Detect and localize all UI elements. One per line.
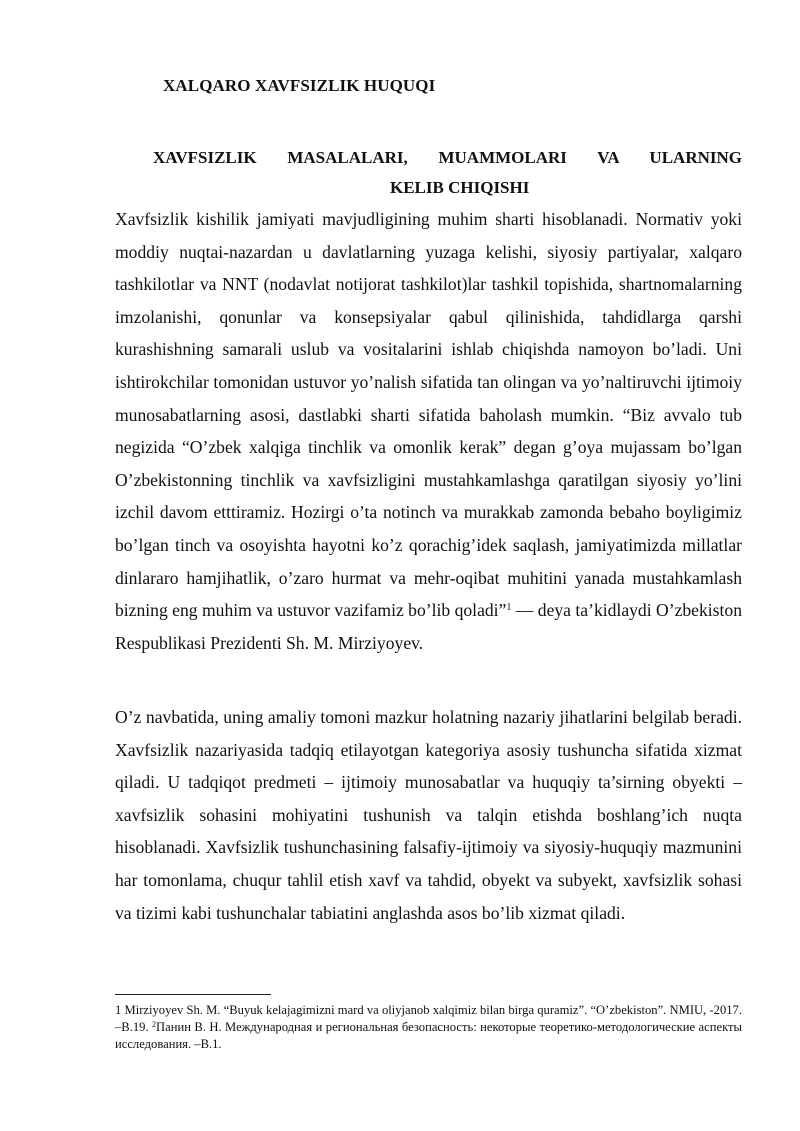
footnote-reference-1[interactable]: 1	[506, 602, 512, 614]
footnote-separator	[115, 994, 271, 995]
footnote-2: Панин В. Н. Международная и региональная безопасность: некоторые теоретико-методологические аспекты исследования. –B.1.	[115, 1020, 742, 1052]
paragraph-2: O’z navbatida, uning amaliy tomoni mazkur holatning nazariy jihatlarini belgilab beradi. Xavfsizlik nazariyasida tadqiq etilayotgan kategoriya asosiy tushuncha sifatida xizmat qiladi. U tadqiqot predmeti – ijtimoiy munosabatlar va huquqiy ta’sirning obyekti – xavfsizlik sohasini mohiyatini tushunish va talqin etishda boshlang’ich nuqta hisoblanadi. Xavfsizlik tushunchasining falsafiy-ijtimoiy va siyosiy-huquqiy mazmunini har tomonlama, chuqur tahlil etish xavf va tahdid, obyekt va subyekt, xavfsizlik sohasi va tizimi kabi tushunchalar tabiatini anglashda asos bo’lib xizmat qiladi.	[115, 707, 742, 923]
document-title: XALQARO XAVFSIZLIK HUQUQI	[163, 76, 436, 95]
footnotes	[115, 1002, 742, 1054]
footnote-2-marker: 2	[152, 1020, 157, 1030]
section-heading-line-2: KELIB CHIQISHI	[390, 178, 530, 197]
footnote-1: 1 Mirziyoyev Sh. M. “Buyuk kelajagimizni mard va oliyjanob xalqimiz bilan birga quramiz”. “O’zbekiston”. NMIU, -2017. –B.19.	[115, 1003, 742, 1035]
paragraph-1-text: Xavfsizlik kishilik jamiyati mavjudligining muhim sharti hisoblanadi. Normativ yoki moddiy nuqtai-nazardan u davlatlarning yuzaga kelishi, siyosiy partiyalar, xalqaro tashkilotlar va NNT (nodavlat notijorat tashkilot)lar tashkil topishida, shartnomalarning imzolanishi, qonunlar va konsepsiyalar qabul qilinishida, tahdidlarga qarshi kurashishning samarali uslub va vositalarini ishlab chiqishda namoyon bo’ladi. Uni ishtirokchilar tomonidan ustuvor yo’nalish sifatida tan olingan va yo’naltiruvchi ijtimoiy munosabatlarning asosi, dastlabki sharti sifatida baholash mumkin. “Biz avvalo tub negizida “O’zbek xalqiga tinchlik va omonlik kerak” degan g’oya mujassam bo’lgan O’zbekistonning tinchlik va xavfsizligini mustahkamlashga qaratilgan siyosiy yo’lini izchil davom etttiramiz. Hozirgi o’ta notinch va murakkab zamonda bebaho boyligimiz bo’lgan tinch va osoyishta hayotni ko’z qorachig’idek saqlash, jamiyatimizda millatlar dinlararo hamjihatlik, o’zaro hurmat va mehr-oqibat muhitini yanada mustahkamlash bizning eng muhim va ustuvor vazifamiz bo’lib qoladi”	[115, 209, 742, 621]
section-heading	[115, 143, 742, 203]
paragraph-1	[115, 203, 742, 659]
paragraph-1-tail: — deya ta’kidlaydi O’zbekiston Respublikasi Prezidenti Sh. M. Mirziyoyev.	[115, 600, 743, 653]
section-heading-line-1: XAVFSIZLIK MASALALARI, MUAMMOLARI VA ULARNING	[153, 148, 742, 167]
